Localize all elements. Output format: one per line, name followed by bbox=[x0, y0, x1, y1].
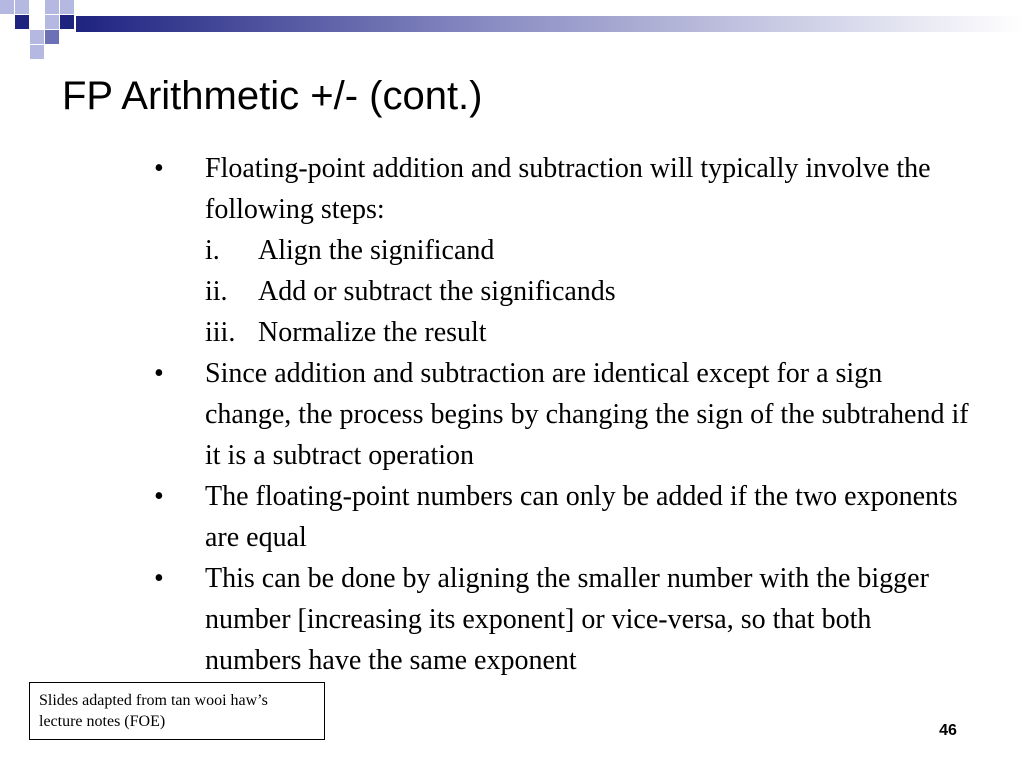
step-item bbox=[205, 271, 970, 312]
bullet-list bbox=[150, 148, 970, 681]
header-square bbox=[45, 0, 59, 14]
bullet-marker: • bbox=[154, 481, 164, 512]
bullet-text: Floating-point addition and subtraction will typically involve the following steps: bbox=[205, 153, 931, 225]
bullet-text: The floating-point numbers can only be added if the two exponents are equal bbox=[205, 481, 958, 553]
step-number: iii. bbox=[205, 317, 236, 348]
bullet-item bbox=[150, 353, 970, 476]
header-decoration bbox=[0, 0, 1024, 60]
step-text: Align the significand bbox=[258, 235, 495, 266]
bullet-text: Since addition and subtraction are identical except for a sign change, the process begins by changing the sign of the subtrahend if it is a subtract operation bbox=[205, 358, 969, 471]
step-text: Add or subtract the significands bbox=[258, 276, 616, 307]
step-item bbox=[205, 312, 970, 353]
step-number: ii. bbox=[205, 276, 228, 307]
header-square bbox=[15, 0, 29, 14]
bullet-marker: • bbox=[154, 563, 164, 594]
bullet-text: This can be done by aligning the smaller number with the bigger number [increasing its exponent] or vice-versa, so that both numbers have the same exponent bbox=[205, 563, 929, 676]
bullet-item bbox=[150, 148, 970, 353]
slide-title: FP Arithmetic +/- (cont.) bbox=[62, 74, 483, 118]
step-item bbox=[205, 230, 970, 271]
page-number: 46 bbox=[939, 722, 957, 739]
header-square bbox=[0, 0, 14, 14]
header-square bbox=[15, 15, 29, 29]
bullet-marker: • bbox=[154, 153, 164, 184]
credit-box: Slides adapted from tan wooi haw’s lecture notes (FOE) bbox=[29, 682, 325, 740]
header-square bbox=[60, 0, 74, 14]
step-text: Normalize the result bbox=[258, 317, 487, 348]
step-number: i. bbox=[205, 235, 220, 266]
header-square bbox=[30, 45, 44, 59]
header-square bbox=[30, 30, 44, 44]
header-square bbox=[45, 15, 59, 29]
header-square bbox=[45, 30, 59, 44]
bullet-item bbox=[150, 558, 970, 681]
bullet-marker: • bbox=[154, 358, 164, 389]
header-gradient-bar bbox=[76, 16, 1024, 32]
header-square bbox=[60, 15, 74, 29]
bullet-item bbox=[150, 476, 970, 558]
